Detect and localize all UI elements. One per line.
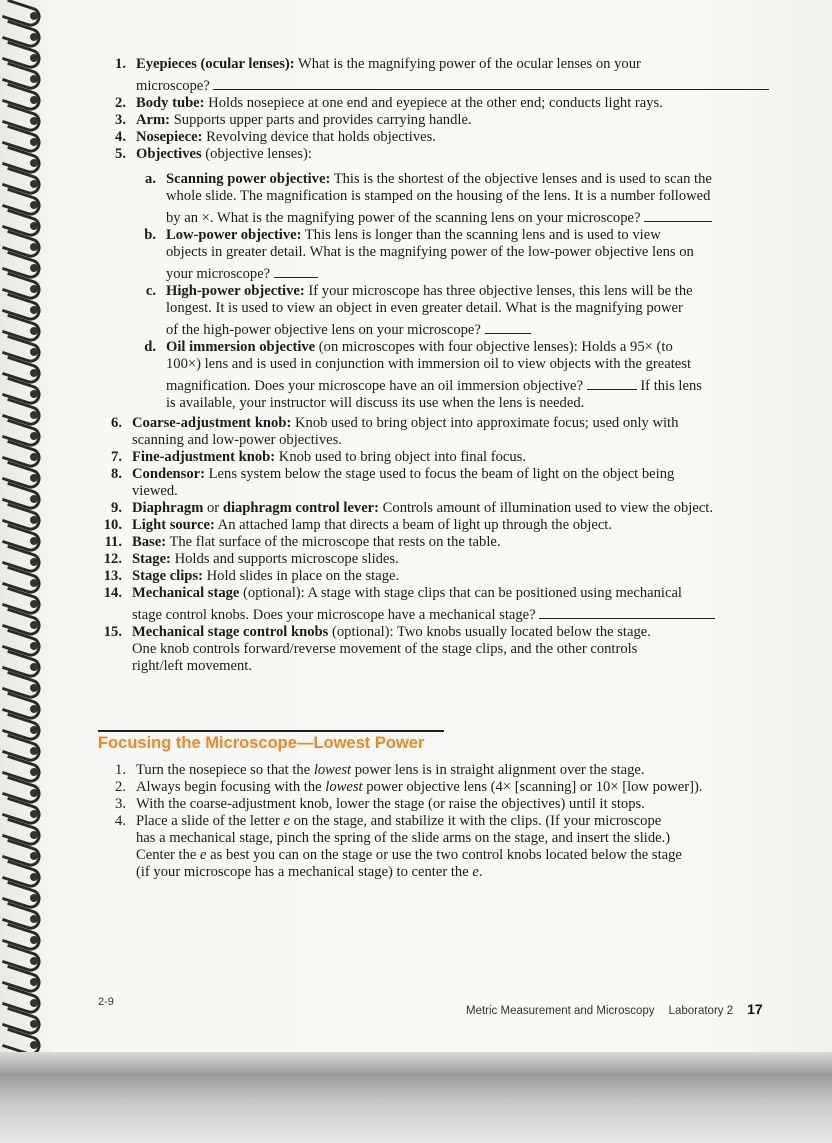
binding-hole xyxy=(30,537,38,545)
sub-item-text: magnification. Does your microscope have an oil immersion objective? xyxy=(166,378,584,394)
item-text: right/left movement. xyxy=(132,658,252,674)
item-term: diaphragm control lever: xyxy=(222,500,380,516)
answer-blank[interactable] xyxy=(587,377,637,390)
binding-hole xyxy=(30,621,38,629)
step-text: on the stage, and stabilize it with the clips. (If your microscope xyxy=(289,813,662,829)
sub-item-text: This is the shortest of the objective lenses and is used to scan the xyxy=(330,171,712,187)
item-number: 12. xyxy=(103,551,122,567)
item-term: Nosepiece: xyxy=(136,129,203,145)
sub-item-letter: d. xyxy=(144,339,156,355)
spiral-binding xyxy=(0,0,48,1060)
binding-hole xyxy=(30,894,38,902)
binding-hole xyxy=(30,432,38,440)
binding-hole xyxy=(30,999,38,1007)
binding-hole xyxy=(30,516,38,524)
item-text: Controls amount of illumination used to view the object. xyxy=(379,500,714,516)
binding-hole xyxy=(30,369,38,377)
footer-title: Metric Measurement and Microscopy xyxy=(466,1005,655,1017)
binding-hole xyxy=(30,159,38,167)
binding-hole xyxy=(30,978,38,986)
step-text: e xyxy=(283,813,290,829)
item-number: 13. xyxy=(103,568,122,584)
binding-hole xyxy=(30,138,38,146)
binding-hole xyxy=(30,75,38,83)
sub-item-text: If your microscope has three objective lenses, this lens will be the xyxy=(304,283,693,299)
binding-hole xyxy=(30,495,38,503)
item-text: The flat surface of the microscope that rests on the table. xyxy=(166,534,501,550)
item-text: Supports upper parts and provides carrying handle. xyxy=(170,112,472,128)
step-number: 2. xyxy=(115,779,126,795)
step-text: Turn the nosepiece so that the xyxy=(136,762,314,778)
list-item xyxy=(92,568,796,585)
step-text: Center the xyxy=(136,847,201,863)
list-item xyxy=(96,112,796,129)
sub-item-text: your microscope? xyxy=(166,266,271,282)
binding-hole xyxy=(30,180,38,188)
item-term: Coarse-adjustment knob: xyxy=(132,415,292,431)
step-number: 3. xyxy=(115,796,126,812)
binding-hole xyxy=(30,243,38,251)
steps-list xyxy=(96,762,796,881)
answer-blank[interactable] xyxy=(213,77,769,90)
binding-hole xyxy=(30,768,38,776)
item-text: What is the magnifying power of the ocular lenses on your xyxy=(294,56,641,72)
sub-item-text: by an ×. What is the magnifying power of the scanning lens on your microscope? xyxy=(166,210,641,226)
heading-rule xyxy=(98,730,444,732)
section-heading: Focusing the Microscope—Lowest Power xyxy=(98,734,425,752)
sub-item-b xyxy=(126,227,796,283)
sub-item-term: High-power objective: xyxy=(166,283,305,299)
binding-hole xyxy=(30,285,38,293)
item-text: (objective lenses): xyxy=(201,146,312,162)
binding-hole xyxy=(30,12,38,20)
content xyxy=(96,52,796,675)
sub-item-c xyxy=(126,283,796,339)
step-item xyxy=(96,796,796,813)
binding-hole xyxy=(30,831,38,839)
item-number: 14. xyxy=(103,585,122,601)
binding-hole xyxy=(30,915,38,923)
sub-item-term: Low-power objective: xyxy=(166,227,302,243)
binding-hole xyxy=(30,642,38,650)
item-term: Eyepieces (ocular lenses): xyxy=(136,56,295,72)
binding-hole xyxy=(30,600,38,608)
step-text: With the coarse-adjustment knob, lower the stage (or raise the objectives) until it stops. xyxy=(136,796,645,812)
item-text: (optional): A stage with stage clips that can be positioned using mechanical xyxy=(239,585,682,601)
item-term: Diaphragm xyxy=(132,500,204,516)
item-text: Lens system below the stage used to focus the beam of light on the object being xyxy=(204,466,675,482)
item-number: 11. xyxy=(104,534,122,550)
list-item xyxy=(92,517,796,534)
answer-blank[interactable] xyxy=(539,606,715,619)
binding-hole xyxy=(30,117,38,125)
sub-item-text: objects in greater detail. What is the magnifying power of the low-power objective lens on xyxy=(166,244,694,260)
binding-hole xyxy=(30,747,38,755)
binding-hole xyxy=(30,684,38,692)
item-text: scanning and low-power objectives. xyxy=(132,432,342,448)
binding-hole xyxy=(30,453,38,461)
item-term: Fine-adjustment knob: xyxy=(132,449,276,465)
item-term: Stage clips: xyxy=(132,568,203,584)
binding-hole xyxy=(30,726,38,734)
binding-hole xyxy=(30,936,38,944)
binding-hole xyxy=(30,96,38,104)
list-item xyxy=(92,624,796,675)
sub-item-text: (on microscopes with four objective lenses): Holds a 95× (to xyxy=(315,339,673,355)
binding-hole xyxy=(30,558,38,566)
list-item xyxy=(92,415,796,449)
list-item xyxy=(92,449,796,466)
step-text: lowest xyxy=(313,762,352,778)
item-term: Objectives xyxy=(136,146,202,162)
binding-hole xyxy=(30,705,38,713)
step-text: power objective lens (4× [scanning] or 10× [low power]). xyxy=(362,779,703,795)
step-text: lowest xyxy=(325,779,363,795)
list-item xyxy=(92,466,796,500)
sub-item-text: If this lens xyxy=(636,378,702,394)
sub-item-letter: a. xyxy=(145,171,156,187)
item-number: 1. xyxy=(115,56,126,72)
bottom-shadow xyxy=(0,1052,832,1143)
binding-hole xyxy=(30,222,38,230)
sub-item-term: Scanning power objective: xyxy=(166,171,331,187)
list-item xyxy=(92,551,796,568)
item-number: 4. xyxy=(115,129,126,145)
list-item xyxy=(92,500,796,517)
binding-hole xyxy=(30,852,38,860)
item-term: Body tube: xyxy=(136,95,205,111)
step-number: 4. xyxy=(115,813,126,829)
sub-item-text: 100×) lens and is used in conjunction with immersion oil to view objects with the greatest xyxy=(166,356,692,372)
item-term: Stage: xyxy=(132,551,171,567)
item-number: 5. xyxy=(115,146,126,162)
answer-blank[interactable] xyxy=(644,209,712,222)
list-item xyxy=(96,95,796,112)
item-number: 3. xyxy=(115,112,126,128)
step-item xyxy=(96,762,796,779)
sub-item-text: This lens is longer than the scanning lens and is used to view xyxy=(301,227,661,243)
item-number: 10. xyxy=(103,517,122,533)
binding-hole xyxy=(30,1041,38,1049)
sub-item-text: is available, your instructor will discuss its use when the lens is needed. xyxy=(166,395,585,411)
sub-item-letter: c. xyxy=(145,283,156,299)
item-text: Knob used to bring object into final focus. xyxy=(275,449,527,465)
item-term: Base: xyxy=(132,534,167,550)
binding-hole xyxy=(30,789,38,797)
step-text: e xyxy=(200,847,207,863)
footer-lab: Laboratory 2 xyxy=(668,1005,734,1017)
binding-hole xyxy=(30,810,38,818)
item-number: 6. xyxy=(111,415,122,431)
list-item xyxy=(96,146,796,163)
binding-hole xyxy=(30,54,38,62)
sub-item-text: whole slide. The magnification is stamped on the housing of the lens. It is a number followed xyxy=(166,188,711,204)
binding-hole xyxy=(30,390,38,398)
item-text: stage control knobs. Does your microscope have a mechanical stage? xyxy=(132,607,536,623)
item-text: One knob controls forward/reverse movement of the stage clips, and the other controls xyxy=(132,641,638,657)
item-text: (optional): Two knobs usually located below the stage. xyxy=(328,624,651,640)
item-term: Arm: xyxy=(136,112,171,128)
binding-hole xyxy=(30,33,38,41)
item-number: 15. xyxy=(103,624,122,640)
item-text: Hold slides in place on the stage. xyxy=(202,568,400,584)
page-code: 2-9 xyxy=(98,996,114,1008)
item-term: Mechanical stage xyxy=(132,585,240,601)
binding-hole xyxy=(30,663,38,671)
sub-item-term: Oil immersion objective xyxy=(166,339,316,355)
step-text: e xyxy=(472,864,479,880)
item-term: Light source: xyxy=(132,517,215,533)
step-text: has a mechanical stage, pinch the spring of the slide arms on the stage, and insert the slide.) xyxy=(136,830,671,846)
step-text: . xyxy=(478,864,483,880)
sub-item-text: of the high-power objective lens on your microscope? xyxy=(166,322,481,338)
item-text: Revolving device that holds objectives. xyxy=(202,129,436,145)
item-text: Knob used to bring object into approximate focus; used only with xyxy=(291,415,679,431)
binding-hole xyxy=(30,201,38,209)
sub-item-d xyxy=(126,339,796,412)
item-text: Holds nosepiece at one end and eyepiece at the other end; conducts light rays. xyxy=(204,95,663,111)
item-text: microscope? xyxy=(136,78,210,94)
binding-hole xyxy=(30,1020,38,1028)
sub-item-text: longest. It is used to view an object in even greater detail. What is the magnifying power xyxy=(166,300,683,316)
item-text: An attached lamp that directs a beam of light up through the object. xyxy=(214,517,613,533)
step-text: Always begin focusing with the xyxy=(136,779,326,795)
binding-hole xyxy=(30,957,38,965)
binding-hole xyxy=(30,348,38,356)
binding-hole xyxy=(30,873,38,881)
item-number: 7. xyxy=(111,449,122,465)
item-text: viewed. xyxy=(132,483,178,499)
list-item xyxy=(92,534,796,551)
step-item xyxy=(96,779,796,796)
binding-hole xyxy=(30,306,38,314)
step-number: 1. xyxy=(115,762,126,778)
sub-item-letter: b. xyxy=(144,227,156,243)
binding-hole xyxy=(30,264,38,272)
binding-hole xyxy=(30,579,38,587)
step-text: as best you can on the stage or use the two control knobs located below the stage xyxy=(206,847,682,863)
running-footer xyxy=(466,1001,763,1017)
list-item xyxy=(92,585,796,624)
item-text: or xyxy=(203,500,223,516)
item-term: Mechanical stage control knobs xyxy=(132,624,329,640)
binding-hole xyxy=(30,411,38,419)
binding-hole xyxy=(30,327,38,335)
answer-blank[interactable] xyxy=(485,321,531,334)
page-number: 17 xyxy=(747,1001,763,1017)
sub-item-a xyxy=(126,171,796,227)
item-number: 2. xyxy=(115,95,126,111)
list-item xyxy=(96,56,796,95)
list-item xyxy=(96,129,796,146)
item-number: 9. xyxy=(111,500,122,516)
item-number: 8. xyxy=(111,466,122,482)
step-text: power lens is in straight alignment over the stage. xyxy=(351,762,645,778)
step-text: Place a slide of the letter xyxy=(136,813,284,829)
step-text: (if your microscope has a mechanical stage) to center the xyxy=(136,864,473,880)
item-term: Condensor: xyxy=(132,466,205,482)
binding-hole xyxy=(30,474,38,482)
answer-blank[interactable] xyxy=(274,265,318,278)
item-text: Holds and supports microscope slides. xyxy=(170,551,399,567)
step-item xyxy=(96,813,796,881)
